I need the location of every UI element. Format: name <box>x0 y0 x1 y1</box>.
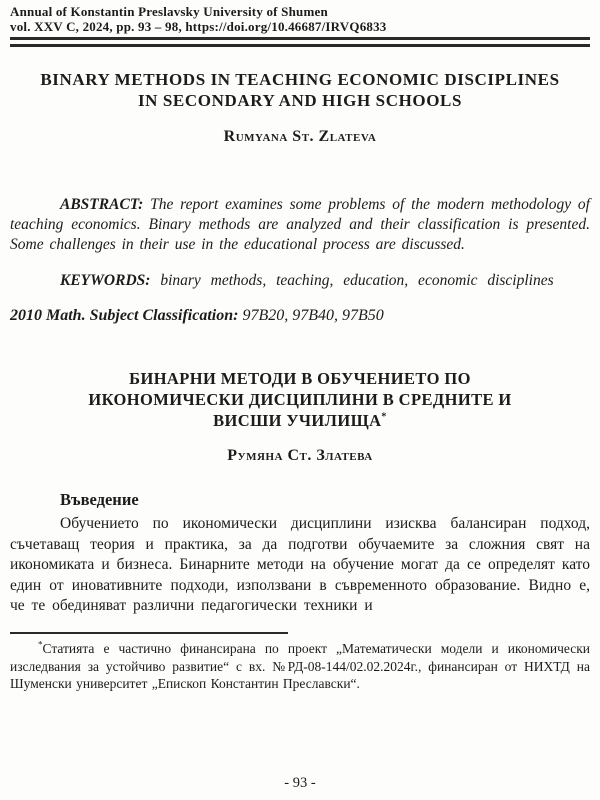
article-title-bg <box>10 368 590 431</box>
page-number: - 93 - <box>284 775 316 791</box>
footnote-text-block <box>10 640 590 693</box>
abstract-paragraph <box>10 195 590 255</box>
journal-name: Annual of Konstantin Preslavsky University of Shumen <box>10 4 328 19</box>
author-name-en: Rumyana St. Zlateva <box>223 128 377 145</box>
footnote-marker: * <box>38 639 43 650</box>
volume-doi-line: vol. XXV C, 2024, pp. 93 – 98, https://doi.org/10.46687/IRVQ6833 <box>10 19 387 34</box>
keywords-paragraph <box>10 271 590 291</box>
keywords-label: KEYWORDS: <box>60 271 151 289</box>
article-title-en: BINARY METHODS IN TEACHING ECONOMIC DISCIPLINES IN SECONDARY AND HIGH SCHOOLS <box>40 70 560 110</box>
header-double-rule <box>10 37 590 47</box>
running-head <box>10 4 590 34</box>
footnote-separator-rule <box>10 632 288 634</box>
footnote-text: Статията е частично финансирана по проект „Математически модели и икономически изследвания за устойчиво развитие“ с вх. №РД-08-144/02.02.2024г., финансиран от НИХТД на Шуменски университет „Епископ Константин Преславски“. <box>10 641 590 691</box>
article-title-bg-text: БИНАРНИ МЕТОДИ В ОБУЧЕНИЕТО ПО ИКОНОМИЧЕСКИ ДИСЦИПЛИНИ В СРЕДНИТЕ И ВИСШИ УЧИЛИЩА <box>88 369 512 430</box>
section-heading-introduction: Въведение <box>60 490 139 509</box>
introduction-paragraph: Обучението по икономически дисциплини изисква балансиран подход, съчетаващ теория и практика, за да подготви обучаемите за сложния свят на икономиката и бизнеса. Бинарните методи на обучение могат да се определят като един от иновативните подходи, използвани в съвременното образование. Видно е, че те обединяват различни педагогически техники и <box>10 515 590 614</box>
msc-value: 97B20, 97B40, 97B50 <box>238 307 384 324</box>
abstract-label: ABSTRACT: <box>60 196 144 213</box>
msc-line <box>10 306 590 326</box>
abstract-text: The report examines some problems of the modern methodology of teaching economics. Binary methods are analyzed and their classification is presented. Some challenges in their use in the educational process are discussed. <box>10 196 590 253</box>
title-footnote-marker: * <box>381 411 387 423</box>
author-name-bg: Румяна Ст. Златева <box>227 447 373 464</box>
msc-label: 2010 Math. Subject Classification: <box>10 307 239 324</box>
keywords-text: binary methods, teaching, education, economic disciplines <box>150 271 554 289</box>
